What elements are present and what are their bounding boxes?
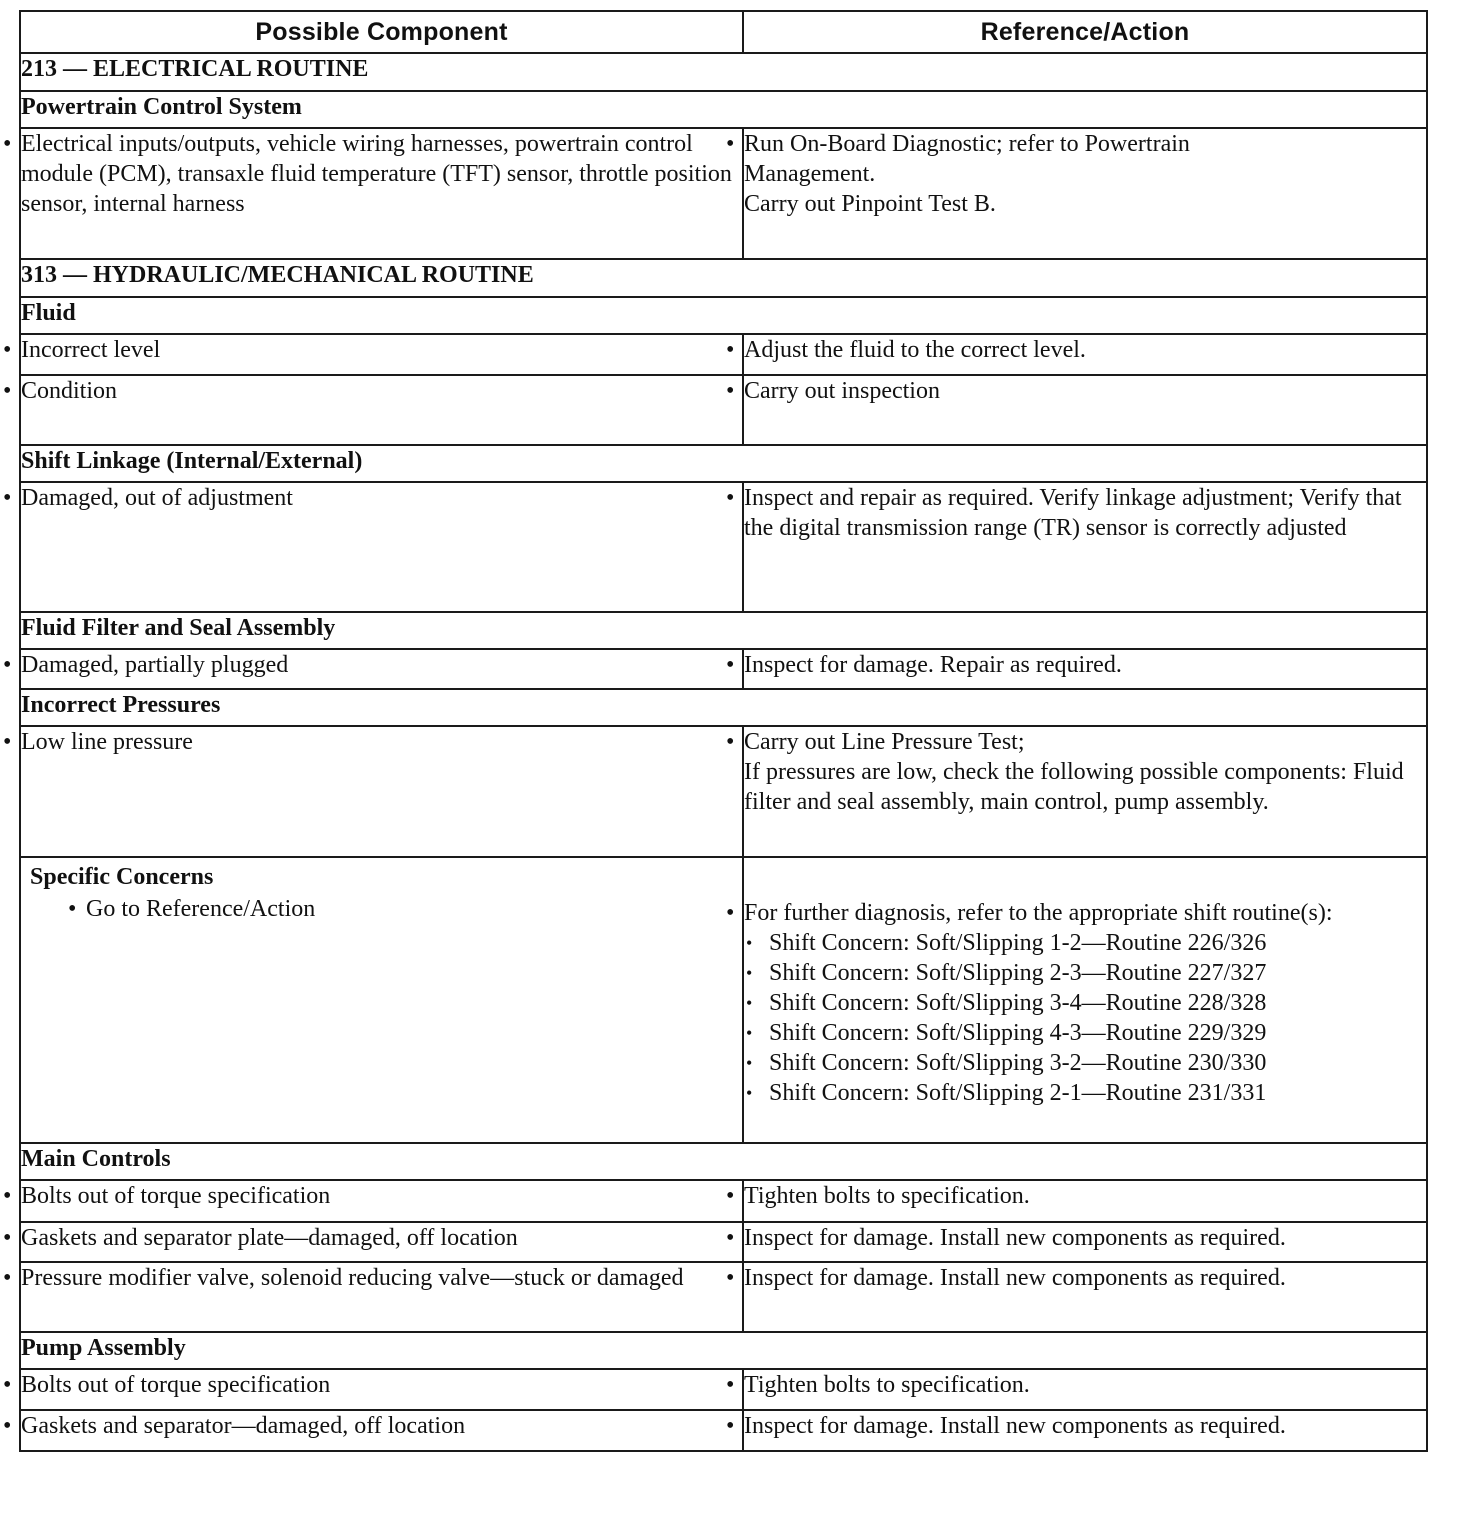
subsection-row-pump — [20, 1332, 1427, 1369]
column-header-action: Reference/Action — [743, 11, 1427, 53]
action-cell — [743, 482, 1427, 612]
action-text-line1: • Carry out Line Pressure Test; — [744, 727, 1426, 757]
routine-list — [744, 928, 1426, 1108]
subsection-title-filter: Fluid Filter and Seal Assembly — [20, 612, 1427, 649]
routine-item: • Shift Concern: Soft/Slipping 2-1—Routine 231/331 — [744, 1078, 1426, 1108]
action-text: • Inspect for damage. Install new components as required. — [744, 1411, 1426, 1441]
component-text: • Electrical inputs/outputs, vehicle wiring harnesses, powertrain control module (PCM), transaxle fluid temperature (TFT) sensor, throttle position sensor, internal harness — [21, 129, 742, 219]
action-text-line2: If pressures are low, check the following possible components: Fluid filter and seal assembly, main control, pump assembly. — [744, 759, 1404, 815]
table-row — [20, 1262, 1427, 1332]
table-header-row — [20, 11, 1427, 53]
subsection-row-fluid — [20, 297, 1427, 334]
component-text: • Bolts out of torque specification — [21, 1370, 742, 1400]
action-cell — [743, 649, 1427, 689]
subsection-row-pressures — [20, 689, 1427, 726]
routine-item: • Shift Concern: Soft/Slipping 3-2—Routine 230/330 — [744, 1048, 1426, 1078]
routine-item: • Shift Concern: Soft/Slipping 3-4—Routine 228/328 — [744, 988, 1426, 1018]
component-cell — [20, 1180, 743, 1222]
subsection-title-shift-linkage: Shift Linkage (Internal/External) — [20, 445, 1427, 482]
action-intro: • For further diagnosis, refer to the appropriate shift routine(s): — [744, 898, 1426, 928]
diagnosis-table — [19, 10, 1428, 1452]
table-row-specific-concerns — [20, 857, 1427, 1143]
component-cell — [20, 649, 743, 689]
action-cell — [743, 726, 1427, 857]
table-row — [20, 1369, 1427, 1410]
table-row — [20, 375, 1427, 445]
table-row — [20, 482, 1427, 612]
section-row-electrical — [20, 53, 1427, 91]
action-cell — [743, 128, 1427, 259]
action-text-line2: Management. — [744, 161, 876, 187]
component-cell — [20, 1262, 743, 1332]
component-text: • Gaskets and separator plate—damaged, off location — [21, 1223, 742, 1253]
subsection-row-powertrain — [20, 91, 1427, 128]
action-text: • Inspect for damage. Install new components as required. — [744, 1223, 1426, 1253]
subsection-title-fluid: Fluid — [20, 297, 1427, 334]
column-header-component: Possible Component — [20, 11, 743, 53]
subsection-title-main-controls: Main Controls — [20, 1143, 1427, 1180]
action-cell — [743, 334, 1427, 375]
subsection-title-powertrain: Powertrain Control System — [20, 91, 1427, 128]
action-cell — [743, 1369, 1427, 1410]
component-cell — [20, 334, 743, 375]
subsection-row-shift-linkage — [20, 445, 1427, 482]
section-row-hydraulic — [20, 259, 1427, 297]
action-text: • Adjust the fluid to the correct level. — [744, 335, 1426, 365]
action-cell — [743, 857, 1427, 1143]
component-text: • Condition — [21, 376, 742, 406]
component-text: • Damaged, partially plugged — [21, 650, 742, 680]
component-text: • Damaged, out of adjustment — [21, 483, 742, 513]
action-text-line1: • Run On-Board Diagnostic; refer to Powertrain — [744, 129, 1426, 159]
table-row — [20, 1180, 1427, 1222]
subsection-row-filter — [20, 612, 1427, 649]
routine-item: • Shift Concern: Soft/Slipping 1-2—Routine 226/326 — [744, 928, 1426, 958]
component-text: • Incorrect level — [21, 335, 742, 365]
component-body — [21, 892, 742, 924]
subsection-row-main-controls — [20, 1143, 1427, 1180]
action-text: • Carry out inspection — [744, 376, 1426, 406]
component-cell — [20, 375, 743, 445]
action-text: • Tighten bolts to specification. — [744, 1370, 1426, 1400]
action-text: • Inspect for damage. Repair as required. — [744, 650, 1426, 680]
component-cell — [20, 1410, 743, 1451]
component-text: • Gaskets and separator—damaged, off location — [21, 1411, 742, 1441]
action-cell — [743, 1410, 1427, 1451]
section-title-electrical: 213 — ELECTRICAL ROUTINE — [20, 53, 1427, 91]
component-text: • Low line pressure — [21, 727, 742, 757]
action-text: • Inspect and repair as required. Verify linkage adjustment; Verify that the digital transmission range (TR) sensor is correctly adjusted — [744, 483, 1426, 543]
component-cell — [20, 1369, 743, 1410]
component-cell — [20, 482, 743, 612]
component-cell — [20, 726, 743, 857]
component-cell — [20, 1222, 743, 1262]
action-text: • Inspect for damage. Install new components as required. — [744, 1263, 1426, 1293]
action-cell — [743, 375, 1427, 445]
component-text: • Pressure modifier valve, solenoid reducing valve—stuck or damaged — [21, 1263, 742, 1293]
action-text-line3: Carry out Pinpoint Test B. — [744, 191, 996, 217]
table-row — [20, 649, 1427, 689]
table-row — [20, 1410, 1427, 1451]
section-title-hydraulic: 313 — HYDRAULIC/MECHANICAL ROUTINE — [20, 259, 1427, 297]
table-row — [20, 726, 1427, 857]
table-row — [20, 334, 1427, 375]
action-cell — [743, 1180, 1427, 1222]
table-row — [20, 128, 1427, 259]
action-text: • Tighten bolts to specification. — [744, 1181, 1426, 1211]
action-cell — [743, 1262, 1427, 1332]
subsection-title-specific: Specific Concerns — [30, 864, 214, 890]
component-cell — [20, 857, 743, 1143]
routine-item: • Shift Concern: Soft/Slipping 4-3—Routine 229/329 — [744, 1018, 1426, 1048]
subsection-title-pressures: Incorrect Pressures — [20, 689, 1427, 726]
table-row — [20, 1222, 1427, 1262]
routine-item: • Shift Concern: Soft/Slipping 2-3—Routine 227/327 — [744, 958, 1426, 988]
subsection-title-pump: Pump Assembly — [20, 1332, 1427, 1369]
action-cell — [743, 1222, 1427, 1262]
component-text: • Bolts out of torque specification — [21, 1181, 742, 1211]
component-cell — [20, 128, 743, 259]
component-text: • Go to Reference/Action — [86, 894, 732, 924]
